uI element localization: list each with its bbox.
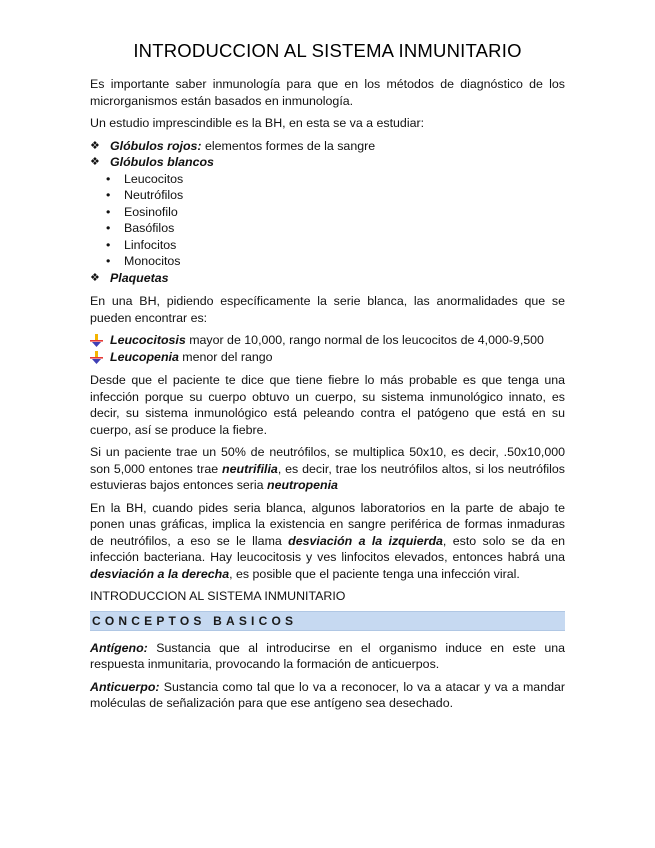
list-item-leucocitosis xyxy=(90,332,565,349)
term-antigeno: Antígeno: xyxy=(90,640,148,655)
text-leucopenia: menor del rango xyxy=(178,349,273,364)
diamond-bullet-icon: ❖ xyxy=(90,156,100,168)
text-span: Si un paciente trae un 50% de neutrófilos, se multiplica 50x10, es decir, .50x10,000 son 5,000 entones trae xyxy=(90,445,565,476)
anomalies-list xyxy=(90,332,565,365)
arrow-down-bullet-icon xyxy=(90,334,103,347)
term-anticuerpo: Anticuerpo: xyxy=(90,679,160,694)
paragraph-anomalies: En una BH, pidiendo específicamente la serie blanca, las anormalidades que se pueden encontrar es: xyxy=(90,294,565,325)
list-item: • Eosinofilo xyxy=(104,204,565,221)
text-antigeno: Sustancia que al introducirse en el organismo induce en este una respuesta inmunitaria, provocando la formación de anticuerpos. xyxy=(90,640,565,671)
text-span: , esto solo se da en infección bacteriana. Hay leucocitosis y ves linfocitos elevados, entonces habrá una xyxy=(90,533,565,564)
text-leucocitosis: mayor de 10,000, rango normal de los leucocitos de 4,000-9,500 xyxy=(185,333,544,347)
paragraph-bh-study: Un estudio imprescindible es la BH, en esta se va a estudiar: xyxy=(90,116,425,130)
text-span: , es decir, trae los neutrófilos altos, si los neutrófilos estuvieras bajos entonces seria xyxy=(90,461,565,492)
section-subheading: INTRODUCCION AL SISTEMA INMUNITARIO xyxy=(90,589,346,603)
term-leucopenia: Leucopenia xyxy=(110,349,179,364)
term-leucocitosis: Leucocitosis xyxy=(110,333,186,347)
paragraph-deviation xyxy=(90,500,565,583)
list-item: • Neutrófilos xyxy=(104,187,565,204)
term-globulos-rojos: Glóbulos rojos: xyxy=(110,138,202,153)
diamond-bullet-icon: ❖ xyxy=(90,271,100,284)
paragraph-neutrophils xyxy=(90,444,565,494)
text-anticuerpo: Sustancia como tal que lo va a reconocer, lo va a atacar y va a mandar moléculas de señalización para que ese antígeno sea desechado. xyxy=(90,679,565,710)
term-plaquetas: Plaquetas xyxy=(110,270,169,285)
white-cells-list xyxy=(104,171,565,270)
list-item: • Basófilos xyxy=(104,220,565,237)
list-item-globulos-blancos xyxy=(90,154,565,171)
section-banner-conceptos-basicos: CONCEPTOS BASICOS xyxy=(90,611,565,631)
diamond-list xyxy=(90,138,565,171)
list-item-plaquetas xyxy=(90,270,565,287)
text-globulos-rojos: elementos formes de la sangre xyxy=(201,138,376,153)
list-item: • Leucocitos xyxy=(104,171,565,188)
paragraph-intro: Es importante saber inmunología para que en los métodos de diagnóstico de los microrganismos están basados en inmunología. xyxy=(90,77,565,108)
term-neutrifilia: neutrifilia xyxy=(222,461,278,476)
list-item-globulos-rojos xyxy=(90,138,565,155)
term-neutropenia: neutropenia xyxy=(267,478,338,492)
arrow-down-bullet-icon xyxy=(90,351,103,364)
list-item: • Monocitos xyxy=(104,253,565,270)
diamond-bullet-icon: ❖ xyxy=(90,139,100,152)
definition-anticuerpo xyxy=(90,679,565,712)
list-item-leucopenia xyxy=(90,349,565,366)
definition-antigeno xyxy=(90,640,565,673)
document-title: INTRODUCCION AL SISTEMA INMUNITARIO xyxy=(133,40,522,61)
term-globulos-blancos: Glóbulos blancos xyxy=(110,155,214,169)
paragraph-fever: Desde que el paciente te dice que tiene fiebre lo más probable es que tenga una infección porque su cuerpo obtuvo un cuerpo, su sistema inmunológico innato, es decir, su sistema inmunológico está peleando contra el patógeno que está en su cuerpo, así se produce la fiebre. xyxy=(90,373,565,437)
term-desviacion-derecha: desviación a la derecha xyxy=(90,566,230,581)
text-span: En la BH, cuando pides seria blanca, algunos laboratorios en la parte de abajo te ponen unas gráficas, implica la existencia en sangre periférica de formas inmaduras de neutrófilos, a eso se le llama xyxy=(90,500,565,548)
diamond-list-plaquetas xyxy=(90,270,565,287)
text-span: , es posible que el paciente tenga una infección viral. xyxy=(229,566,520,581)
list-item: • Linfocitos xyxy=(104,237,565,254)
term-desviacion-izquierda: desviación a la izquierda xyxy=(288,533,443,548)
document-body xyxy=(90,40,565,718)
